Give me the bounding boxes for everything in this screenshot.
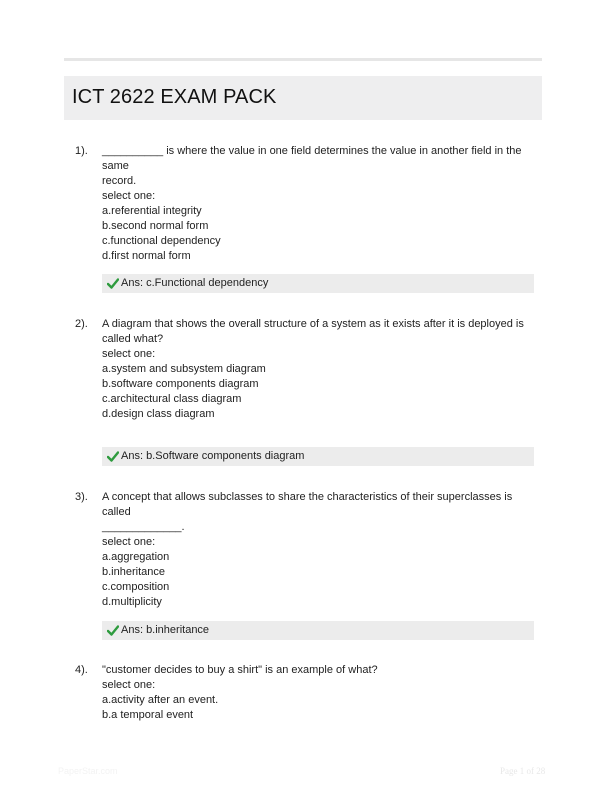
answer-box	[102, 274, 534, 293]
option-c: c.functional dependency	[102, 235, 221, 247]
top-rule	[64, 58, 542, 61]
answer-text: Ans: b.Software components diagram	[121, 450, 305, 462]
page-title: ICT 2622 EXAM PACK	[72, 86, 277, 108]
question-text-line: "customer decides to buy a shirt" is an example of what?	[102, 664, 378, 676]
option-c: c.composition	[102, 581, 170, 593]
option-b: b.inheritance	[102, 566, 165, 578]
question-text-line: __________ is where the value in one field determines the value in another field in the same	[102, 145, 522, 172]
check-icon	[107, 451, 119, 462]
option-b: b.second normal form	[102, 220, 209, 232]
question-4	[72, 663, 542, 743]
footer-watermark: PaperStar.com	[58, 766, 118, 776]
question-text-line: record.	[102, 175, 137, 187]
answer-box	[102, 447, 534, 466]
option-d: d.first normal form	[102, 250, 191, 262]
title-banner	[64, 76, 542, 120]
check-icon	[107, 625, 119, 636]
option-d: d.design class diagram	[102, 408, 215, 420]
question-number: 2).	[75, 318, 88, 330]
check-icon	[107, 278, 119, 289]
question-text-line: A concept that allows subclasses to share the characteristics of their superclasses is called	[102, 491, 513, 518]
option-a: a.activity after an event.	[102, 694, 219, 706]
select-label: select one:	[102, 348, 156, 360]
answer-text: Ans: b.inheritance	[121, 624, 210, 636]
option-a: a.system and subsystem diagram	[102, 363, 266, 375]
option-b: b.a temporal event	[102, 709, 194, 721]
option-a: a.referential integrity	[102, 205, 202, 217]
select-label: select one:	[102, 190, 156, 202]
option-c: c.architectural class diagram	[102, 393, 242, 405]
question-text-line: called what?	[102, 333, 164, 345]
question-2	[72, 317, 542, 467]
question-number: 3).	[75, 491, 88, 503]
select-label: select one:	[102, 679, 156, 691]
question-text-line: A diagram that shows the overall structure of a system as it exists after it is deployed is	[102, 318, 524, 330]
option-a: a.aggregation	[102, 551, 170, 563]
question-number: 4).	[75, 664, 88, 676]
page-number: Page 1 of 28	[500, 766, 546, 776]
answer-box	[102, 621, 534, 640]
option-b: b.software components diagram	[102, 378, 259, 390]
question-1	[72, 144, 542, 294]
question-3	[72, 490, 542, 640]
answer-text: Ans: c.Functional dependency	[121, 277, 269, 289]
option-d: d.multiplicity	[102, 596, 162, 608]
question-number: 1).	[75, 145, 88, 157]
question-text-line: _____________.	[102, 521, 185, 533]
select-label: select one:	[102, 536, 156, 548]
